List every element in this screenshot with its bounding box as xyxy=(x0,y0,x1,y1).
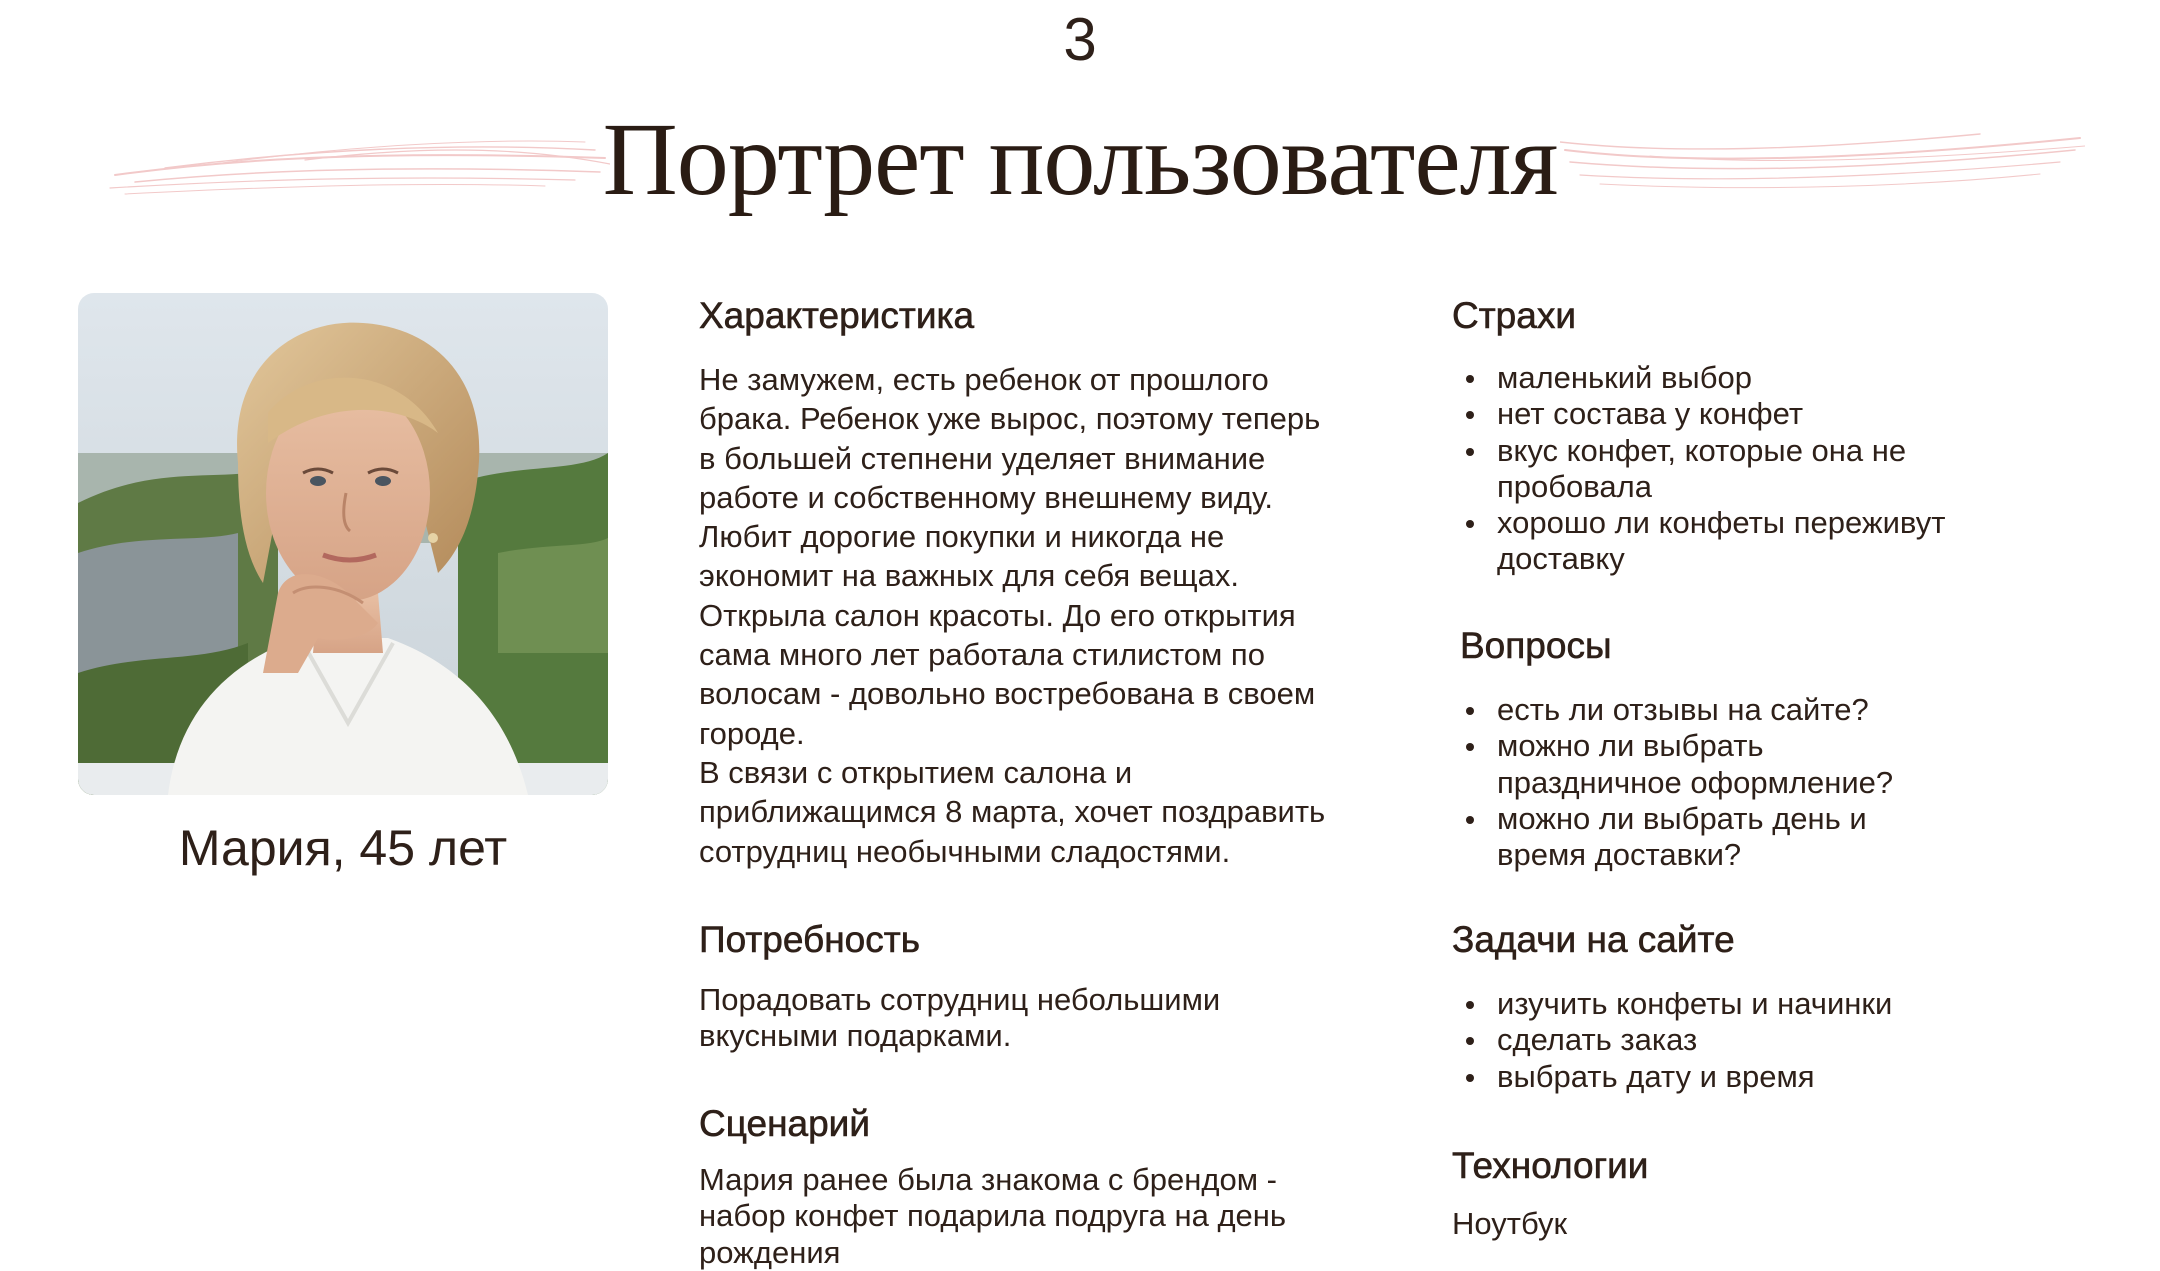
list-item: хорошо ли конфеты переживут доставку xyxy=(1452,505,2072,578)
questions-list xyxy=(1452,692,2072,873)
need-heading: Потребность xyxy=(699,919,920,960)
characteristic-heading: Характеристика xyxy=(699,295,975,336)
list-item: изучить конфеты и начинки xyxy=(1452,986,2072,1022)
fears-list xyxy=(1452,360,2072,578)
page-title: Портрет пользователя xyxy=(602,102,1558,217)
scenario-text: Мария ранее была знакома с брендом - набор конфет подарила подруга на день рождения xyxy=(699,1162,1287,1270)
list-item: можно ли выбрать праздничное оформление? xyxy=(1452,728,2072,801)
woman-portrait-image xyxy=(78,293,608,795)
technologies-text: Ноутбук xyxy=(1452,1206,1568,1241)
site-tasks-list xyxy=(1452,986,2072,1095)
need-text: Порадовать сотрудниц небольшими вкусными подарками. xyxy=(699,982,1221,1054)
scenario-heading: Сценарий xyxy=(699,1103,870,1144)
fears-heading: Страхи xyxy=(1452,295,1576,336)
page-number: 3 xyxy=(1063,6,1097,73)
list-item: можно ли выбрать день и время доставки? xyxy=(1452,801,2072,874)
list-item: выбрать дату и время xyxy=(1452,1059,2072,1095)
persona-name: Мария, 45 лет xyxy=(178,820,508,876)
technologies-heading: Технологии xyxy=(1452,1145,1649,1186)
characteristic-text: Не замужем, есть ребенок от прошлого брака. Ребенок уже вырос, поэтому теперь в большей степнени уделяет внимание работе и собственному внешнему виду. Любит дорогие покупки и никогда не экономит на важных для себя вещах. Открыла салон красоты. До его открытия сама много лет работала стилистом по волосам - довольно востребована в своем городе. В связи с открытием салона и приближащимся 8 марта, хочет поздравить сотрудниц необычными сладостями. xyxy=(699,362,1326,869)
list-item: маленький выбор xyxy=(1452,360,2072,396)
site-tasks-heading: Задачи на сайте xyxy=(1452,919,1735,960)
list-item: нет состава у конфет xyxy=(1452,396,2072,432)
list-item: есть ли отзывы на сайте? xyxy=(1452,692,2072,728)
persona-photo xyxy=(78,293,608,795)
questions-heading: Вопросы xyxy=(1460,625,1612,666)
list-item: сделать заказ xyxy=(1452,1022,2072,1058)
decorative-brush-stroke-right xyxy=(1560,120,2085,200)
list-item: вкус конфет, которые она не пробовала xyxy=(1452,433,2072,506)
